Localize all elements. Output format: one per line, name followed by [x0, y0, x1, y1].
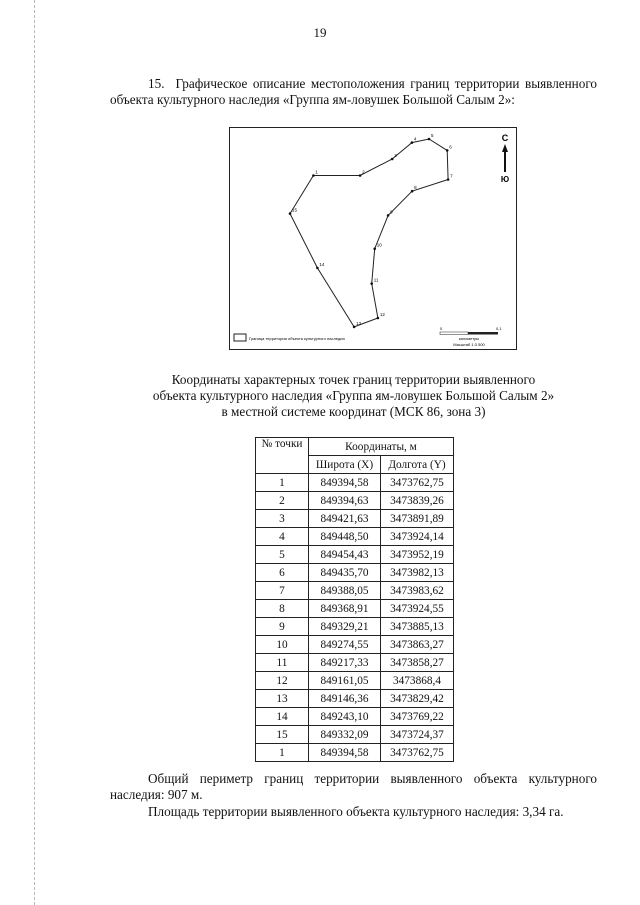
table-row	[256, 708, 454, 726]
table-row	[256, 690, 454, 708]
header-coordinates: Координаты, м	[309, 438, 454, 456]
boundary-point-label: 9	[390, 209, 393, 215]
coordinates-title-line-3: в местной системе координат (МСК 86, зона 3)	[221, 404, 486, 419]
table-row	[256, 492, 454, 510]
boundary-point-marker	[289, 212, 292, 215]
cell-longitude: 3473924,55	[381, 600, 454, 618]
scale-segment-light	[440, 332, 468, 335]
boundary-point-marker	[353, 326, 356, 329]
margin-guide-line	[34, 0, 35, 905]
table-row	[256, 672, 454, 690]
compass-rose	[501, 133, 509, 184]
cell-longitude: 3473858,27	[381, 654, 454, 672]
coordinates-title-line-2: объекта культурного наследия «Группа ям-ловушек Большой Салым 2»	[152, 388, 555, 403]
coordinates-title	[110, 372, 597, 420]
cell-longitude: 3473762,75	[381, 474, 454, 492]
cell-longitude: 3473839,26	[381, 492, 454, 510]
table-row	[256, 546, 454, 564]
cell-latitude: 849394,58	[309, 474, 381, 492]
area-paragraph: Площадь территории выявленного объекта культурного наследия: 3,34 га.	[148, 804, 564, 819]
boundary-point-label: 2	[362, 169, 365, 175]
table-row	[256, 726, 454, 744]
cell-longitude: 3473724,37	[381, 726, 454, 744]
boundary-point-marker	[316, 267, 319, 270]
boundary-point-label: 11	[373, 277, 379, 283]
legend-label: Граница территории объекта культурного наследия	[249, 336, 345, 341]
table-row	[256, 582, 454, 600]
cell-latitude: 849448,50	[309, 528, 381, 546]
scale-bar	[440, 326, 502, 347]
cell-point-number: 6	[256, 564, 309, 582]
boundary-map-figure	[229, 127, 517, 350]
boundary-map	[230, 128, 516, 349]
cell-point-number: 5	[256, 546, 309, 564]
cell-point-number: 11	[256, 654, 309, 672]
boundary-point-label: 3	[394, 153, 397, 158]
cell-longitude: 3473891,89	[381, 510, 454, 528]
legend-swatch	[234, 334, 246, 341]
cell-latitude: 849332,09	[309, 726, 381, 744]
table-row	[256, 510, 454, 528]
cell-point-number: 12	[256, 672, 309, 690]
table-row	[256, 564, 454, 582]
cell-latitude: 849368,91	[309, 600, 381, 618]
cell-point-number: 4	[256, 528, 309, 546]
scale-ratio: Масштаб 1:3 500	[453, 342, 485, 347]
compass-arrow-icon	[502, 144, 508, 152]
coordinates-title-line-1: Координаты характерных точек границ территории выявленного	[171, 372, 536, 387]
cell-point-number: 14	[256, 708, 309, 726]
cell-latitude: 849146,36	[309, 690, 381, 708]
boundary-point-marker	[312, 174, 315, 177]
cell-longitude: 3473983,62	[381, 582, 454, 600]
boundary-point-label: 7	[450, 173, 453, 179]
boundary-point-marker	[446, 149, 449, 152]
boundary-point-label: 8	[414, 185, 417, 191]
boundary-point-marker	[359, 174, 362, 177]
cell-latitude: 849161,05	[309, 672, 381, 690]
boundary-point-label: 6	[449, 144, 452, 150]
compass-shaft	[504, 152, 506, 172]
cell-latitude: 849243,10	[309, 708, 381, 726]
table-row	[256, 654, 454, 672]
scale-unit: километры	[458, 336, 480, 341]
cell-point-number: 2	[256, 492, 309, 510]
boundary-point-label: 4	[413, 136, 417, 142]
boundary-point-marker	[387, 214, 390, 217]
cell-point-number: 10	[256, 636, 309, 654]
cell-longitude: 3473829,42	[381, 690, 454, 708]
cell-latitude: 849394,58	[309, 744, 381, 762]
cell-latitude: 849329,21	[309, 618, 381, 636]
cell-longitude: 3473863,27	[381, 636, 454, 654]
map-legend	[234, 334, 345, 341]
table-row	[256, 528, 454, 546]
cell-latitude: 849394,63	[309, 492, 381, 510]
cell-latitude: 849217,33	[309, 654, 381, 672]
section-text: Графическое описание местоположения границ территории выявленного объекта культурного наследия «Группа ям-ловушек Большой Салым 2»:	[110, 76, 598, 107]
boundary-point-label: 5	[431, 133, 434, 138]
table-row	[256, 618, 454, 636]
scale-tick-end: 0,1	[496, 326, 502, 331]
section-15-paragraph	[110, 76, 597, 108]
boundary-point-label: 15	[292, 207, 298, 213]
cell-longitude: 3473952,19	[381, 546, 454, 564]
cell-point-number: 15	[256, 726, 309, 744]
header-longitude: Долгота (Y)	[381, 456, 454, 474]
page-number: 19	[313, 25, 327, 40]
boundary-point-label: 1	[315, 169, 318, 175]
boundary-polygon	[290, 136, 448, 327]
cell-latitude: 849421,63	[309, 510, 381, 528]
boundary-point-marker	[428, 138, 431, 141]
header-point-number: № точки	[256, 438, 309, 474]
cell-longitude: 3473982,13	[381, 564, 454, 582]
header-latitude: Широта (X)	[309, 456, 381, 474]
cell-longitude: 3473769,22	[381, 708, 454, 726]
boundary-point-label: 12	[379, 312, 385, 317]
boundary-point-marker	[411, 190, 414, 193]
cell-latitude: 849454,43	[309, 546, 381, 564]
table-row	[256, 636, 454, 654]
cell-longitude: 3473868,4	[381, 672, 454, 690]
cell-latitude: 849274,55	[309, 636, 381, 654]
cell-latitude: 849435,70	[309, 564, 381, 582]
cell-point-number: 9	[256, 618, 309, 636]
boundary-point-label: 14	[319, 261, 325, 267]
section-number: 15.	[148, 76, 165, 91]
cell-longitude: 3473885,13	[381, 618, 454, 636]
table-row	[256, 744, 454, 762]
coordinates-table-body	[256, 474, 454, 762]
boundary-point-marker	[391, 158, 394, 161]
cell-point-number: 3	[256, 510, 309, 528]
perimeter-paragraph: Общий периметр границ территории выявленного объекта культурного наследия: 907 м.	[110, 771, 597, 802]
cell-point-number: 13	[256, 690, 309, 708]
scale-tick-start: 0	[440, 326, 443, 331]
boundary-points	[289, 133, 453, 328]
cell-point-number: 7	[256, 582, 309, 600]
cell-longitude: 3473924,14	[381, 528, 454, 546]
boundary-point-label: 10	[376, 242, 382, 248]
table-row	[256, 600, 454, 618]
boundary-point-marker	[411, 141, 414, 144]
boundary-point-marker	[447, 178, 450, 181]
table-row	[256, 474, 454, 492]
cell-longitude: 3473762,75	[381, 744, 454, 762]
cell-point-number: 1	[256, 744, 309, 762]
boundary-point-label: 13	[356, 320, 362, 326]
coordinates-table	[255, 437, 454, 762]
cell-point-number: 8	[256, 600, 309, 618]
cell-point-number: 1	[256, 474, 309, 492]
compass-north-label: С	[501, 133, 509, 143]
boundary-point-marker	[370, 282, 373, 285]
compass-south-label: Ю	[500, 175, 510, 184]
boundary-point-marker	[373, 247, 376, 250]
cell-latitude: 849388,05	[309, 582, 381, 600]
boundary-point-marker	[377, 317, 380, 320]
scale-segment-dark	[468, 332, 498, 335]
